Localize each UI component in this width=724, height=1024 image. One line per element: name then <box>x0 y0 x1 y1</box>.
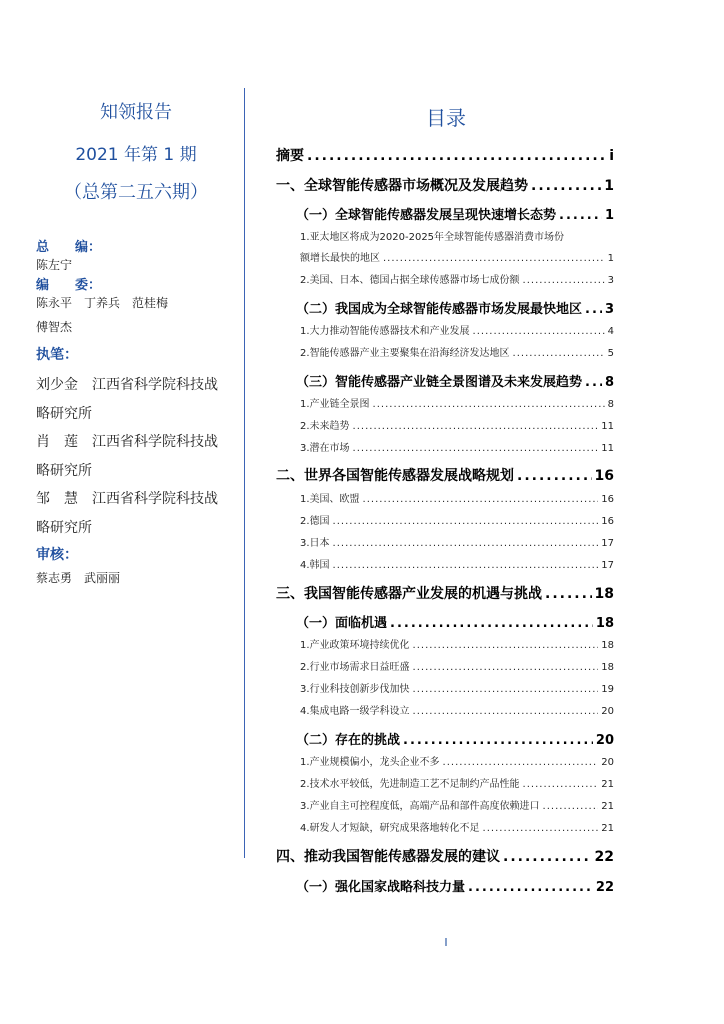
writer3-line2: 略研究所 <box>36 520 92 536</box>
report-name: 知领报告 <box>100 102 172 123</box>
toc-entry-3-1-3[interactable]: 3.行业科技创新步伐加快 ..... 19 <box>300 680 614 695</box>
chief-editor: 陈左宁 <box>36 258 73 272</box>
divider-line <box>244 88 245 858</box>
editors-line2: 傅智杰 <box>36 320 73 334</box>
toc-entry-3-1[interactable]: （一）面临机遇 ..... 18 <box>296 612 614 631</box>
writer3-line1: 邹 慧 江西省科学院科技战 <box>36 491 218 507</box>
toc-entry-3-1-2[interactable]: 2.行业市场需求日益旺盛 ..... 18 <box>300 658 614 673</box>
toc-entry-1-3-3[interactable]: 3.潜在市场 ..... 11 <box>300 439 614 454</box>
toc-entry-section3[interactable]: 三、我国智能传感器产业发展的机遇与挑战 ..... 18 <box>276 583 614 603</box>
toc-entry-1-1-2[interactable]: 2.美国、日本、德国占据全球传感器市场七成份额 ..... 3 <box>300 271 614 286</box>
writer1-line1: 刘少金 江西省科学院科技战 <box>36 377 218 393</box>
issue-number: 2021 年第 1 期 <box>75 145 197 165</box>
toc-entry-3-2-1[interactable]: 1.产业规模偏小，龙头企业不多 ..... 20 <box>300 753 614 768</box>
toc-entry-1-3[interactable]: （三）智能传感器产业链全景图谱及未来发展趋势 ..... 8 <box>296 371 614 390</box>
toc-entry-1-2-2[interactable]: 2.智能传感器产业主要聚集在沿海经济发达地区 ..... 5 <box>300 344 614 359</box>
toc-entry-1-1-1[interactable]: 额增长最快的地区 ..... 1 <box>300 249 614 264</box>
toc-entry-3-2-4[interactable]: 4.研发人才短缺，研究成果落地转化不足 ..... 21 <box>300 819 614 834</box>
toc-entry-1-2[interactable]: （二）我国成为全球智能传感器市场发展最快地区 ..... 3 <box>296 298 614 317</box>
toc-entry-2-2[interactable]: 2.德国 ..... 16 <box>300 512 614 527</box>
toc-entry-3-2-3[interactable]: 3.产业自主可控程度低，高端产品和部件高度依赖进口 ..... 21 <box>300 797 614 812</box>
writer2-line1: 肖 莲 江西省科学院科技战 <box>36 434 218 450</box>
page-number: I <box>444 936 448 949</box>
toc-entry-3-1-1[interactable]: 1.产业政策环境持续优化 ..... 18 <box>300 636 614 651</box>
toc-entry-3-1-4[interactable]: 4.集成电路一级学科设立 ..... 20 <box>300 702 614 717</box>
toc-entry-section2[interactable]: 二、世界各国智能传感器发展战略规划 ..... 16 <box>276 465 614 485</box>
toc-entry-section4[interactable]: 四、推动我国智能传感器发展的建议 ..... 22 <box>276 846 614 866</box>
writers-label: 执笔： <box>36 347 78 363</box>
toc-entry-1-1-1-line1[interactable]: 1.亚太地区将成为2020-2025年全球智能传感器消费市场份 <box>300 232 565 243</box>
reviewers: 蔡志勇 武丽丽 <box>36 571 121 585</box>
writer2-line2: 略研究所 <box>36 463 92 479</box>
toc-title: 目录 <box>426 106 466 130</box>
writer1-line2: 略研究所 <box>36 406 92 422</box>
total-issue: （总第二五六期） <box>64 182 208 203</box>
toc-entry-1-3-1[interactable]: 1.产业链全景图 ..... 8 <box>300 395 614 410</box>
toc-entry-section1[interactable]: 一、全球智能传感器市场概况及发展趋势 ..... 1 <box>276 175 614 195</box>
editors-line1: 陈永平 丁养兵 范桂梅 <box>36 296 169 310</box>
toc-entry-abstract[interactable]: 摘要 ..... i <box>276 145 614 165</box>
toc-entry-3-2[interactable]: （二）存在的挑战 ..... 20 <box>296 729 614 748</box>
editors-label: 编 委： <box>36 278 102 293</box>
toc-entry-1-1[interactable]: （一）全球智能传感器发展呈现快速增长态势 ..... 1 <box>296 204 614 223</box>
toc-entry-1-2-1[interactable]: 1.大力推动智能传感器技术和产业发展 ..... 4 <box>300 322 614 337</box>
toc-entry-2-4[interactable]: 4.韩国 ..... 17 <box>300 556 614 571</box>
toc-entry-2-1[interactable]: 1.美国、欧盟 ..... 16 <box>300 490 614 505</box>
chief-editor-label: 总 编： <box>36 240 102 255</box>
toc-entry-1-3-2[interactable]: 2.未来趋势 ..... 11 <box>300 417 614 432</box>
toc-entry-2-3[interactable]: 3.日本 ..... 17 <box>300 534 614 549</box>
toc-entry-3-2-2[interactable]: 2.技术水平较低，先进制造工艺不足制约产品性能 ..... 21 <box>300 775 614 790</box>
review-label: 审核： <box>36 547 78 563</box>
toc-entry-4-1[interactable]: （一）强化国家战略科技力量 ..... 22 <box>296 876 614 895</box>
